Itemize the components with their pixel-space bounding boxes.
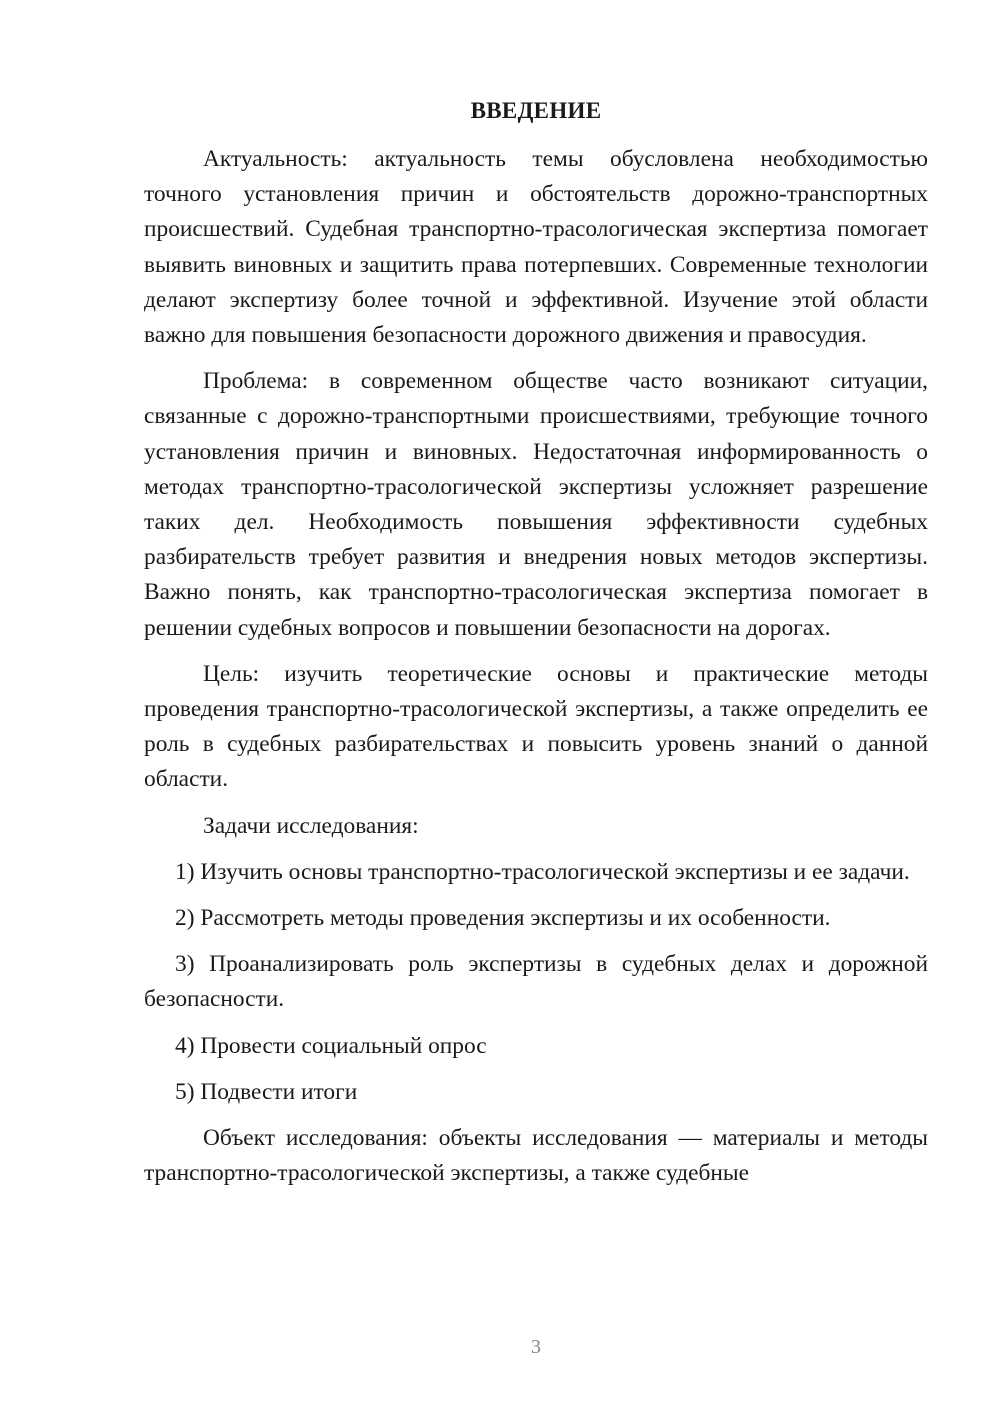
relevance-paragraph: Актуальность: актуальность темы обусловлена необходимостью точного установления причин и обстоятельств дорожно-транспортных происшествий. Судебная транспортно-трасологическая экспертиза помогает выявить виновных и защитить права потерпевших. Современные технологии делают экспертизу более точной и эффективной. Изучение этой области важно для повышения безопасности дорожного движения и правосудия. <box>144 146 928 349</box>
section-heading: ВВЕДЕНИЕ <box>470 98 602 123</box>
task-item: 5) Подвести итоги <box>175 1078 358 1105</box>
body-text <box>144 142 928 1202</box>
page-number: 3 <box>531 1336 541 1358</box>
task-item: 4) Провести социальный опрос <box>175 1032 487 1059</box>
goal-paragraph: Цель: изучить теоретические основы и практические методы проведения транспортно-трасологической экспертизы, а также определить ее роль в судебных разбирательствах и повысить уровень знаний о данной области. <box>144 660 928 793</box>
document-page <box>144 0 928 1414</box>
object-paragraph: Объект исследования: объекты исследования — материалы и методы транспортно-трасологической экспертизы, а также судебные <box>144 1125 928 1187</box>
task-item: 2) Рассмотреть методы проведения экспертизы и их особенности. <box>175 905 831 932</box>
tasks-heading: Задачи исследования: <box>203 812 419 839</box>
problem-paragraph: Проблема: в современном обществе часто возникают ситуации, связанные с дорожно-транспортными происшествиями, требующие точного установления причин и виновных. Недостаточная информированность о методах транспортно-трасологической экспертизы усложняет разрешение таких дел. Необходимость повышения эффективности судебных разбирательств требует развития и внедрения новых методов экспертизы. Важно понять, как транспортно-трасологическая экспертиза помогает в решении судебных вопросов и повышении безопасности на дорогах. <box>144 368 928 641</box>
task-item: 1) Изучить основы транспортно-трасологической экспертизы и ее задачи. <box>175 858 910 885</box>
task-item: 3) Проанализировать роль экспертизы в судебных делах и дорожной безопасности. <box>144 951 928 1013</box>
